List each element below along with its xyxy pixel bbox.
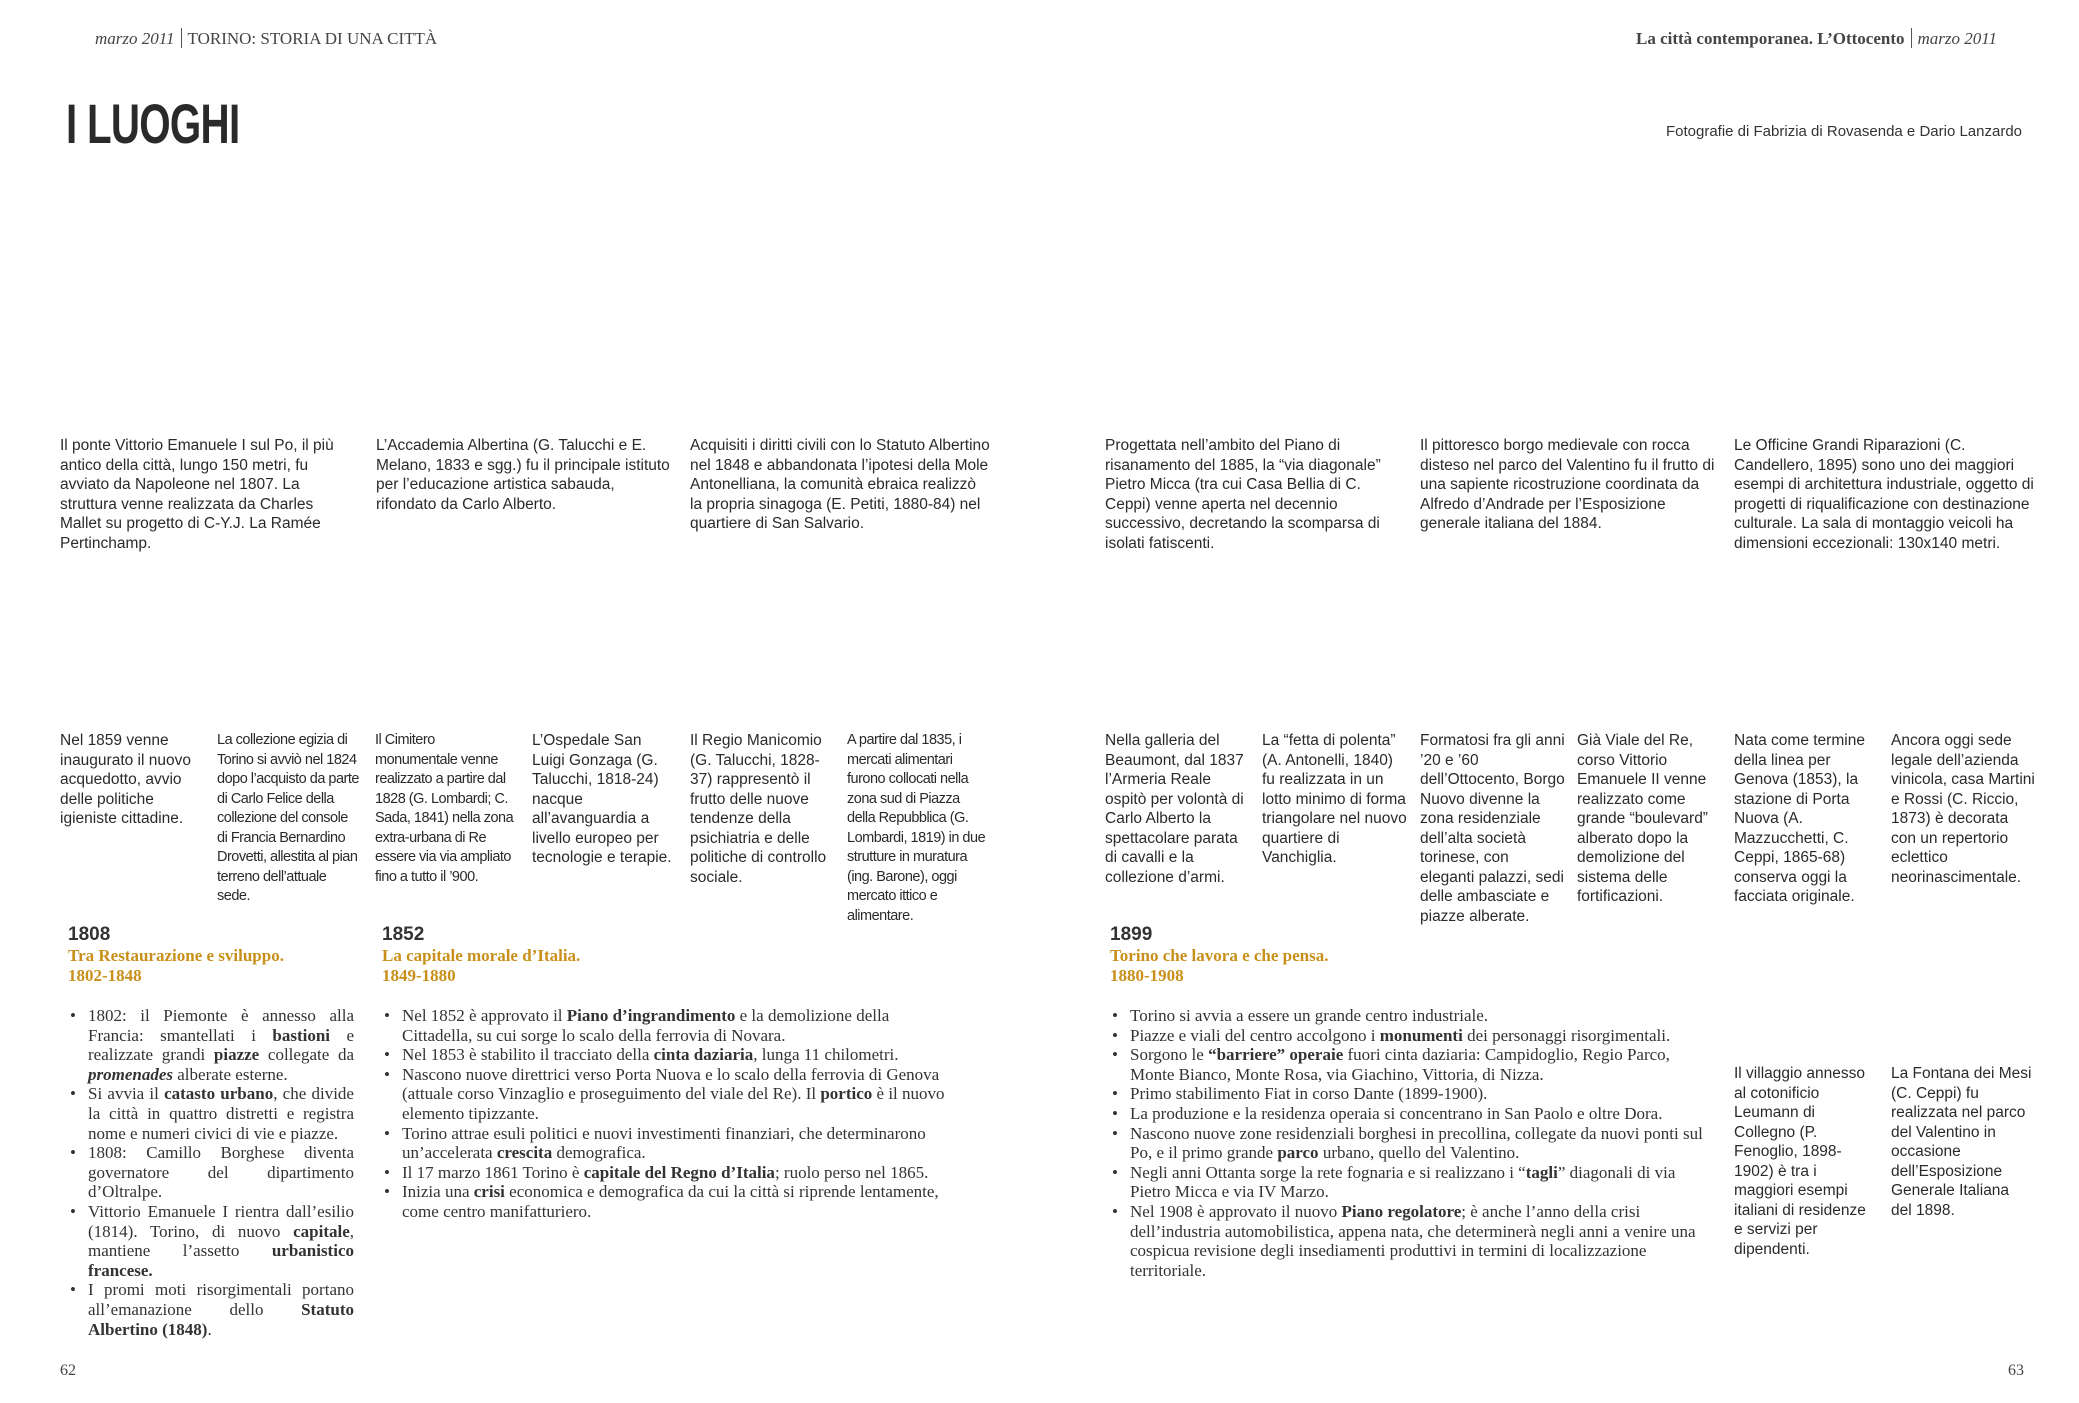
section-heading-period: 1849-1880 (382, 966, 456, 985)
caption-mercati-alimentari: A partire dal 1835, i mercati alimentari furono collocati nella zona sud di Piazza della Repubblica (G. Lombardi, 1819) in due strutture in muratura (ing. Barone), oggi mercato ittico e alimentare. (847, 732, 986, 924)
caption-via-pietro-micca: Progettata nell’ambito del Piano di risanamento del 1885, la “via diagonale” Pietro Micca (tra cui Casa Bellia di C. Ceppi) venne aperta nel decennio successivo, decretando la scomparsa di isolati fatiscenti. (1105, 437, 1381, 552)
section-heading-title: La capitale morale d’Italia. (382, 946, 581, 965)
list-item: • Torino attrae esuli politici e nuovi investimenti finanziari, che determinarono un’accelerata crescita demografica. (382, 1124, 962, 1163)
caption-ponte-vittorio-emanuele: Il ponte Vittorio Emanuele I sul Po, il più antico della città, lungo 150 metri, fu avviato da Napoleone nel 1807. La struttura venne realizzata da Charles Mallet su progetto di C-Y.J. La Ramée Pertinchamp. (60, 437, 334, 552)
section-heading-title: Tra Restaurazione e sviluppo. (68, 946, 284, 965)
list-item: • Nel 1853 è stabilito il tracciato della cinta daziaria, lunga 11 chilometri. (382, 1045, 962, 1065)
list-item: • 1808: Camillo Borghese diventa governatore del dipartimento d’Oltralpe. (68, 1143, 354, 1202)
caption-borgo-nuovo: Formatosi fra gli anni ’20 e ’60 dell’Ottocento, Borgo Nuovo divenne la zona residenziale dell’alta società torinese, con eleganti palazzi, sedi delle ambasciate e piazze alberate. (1420, 732, 1565, 925)
header-divider (1911, 28, 1912, 48)
caption-porta-nuova: Nata come termine della linea per Genova (1853), la stazione di Porta Nuova (A. Mazzucchetti, C. Ceppi, 1865-68) conserva oggi la facciata originale. (1734, 732, 1865, 905)
caption-officine-grandi-riparazioni: Le Officine Grandi Riparazioni (C. Candellero, 1895) sono uno dei maggiori esempi di architettura industriale, oggetto di progetti di riqualificazione con destinazione culturale. La sala di montaggio veicoli ha dimensioni eccezionali: 130x140 metri. (1734, 437, 2034, 552)
list-item: • 1802: il Piemonte è annesso alla Francia: smantellati i bastioni e realizzate grandi piazze collegate da promenades alberate esterne. (68, 1006, 354, 1084)
section-bullet-list (1110, 1006, 1706, 1280)
section-year: 1899 (1110, 924, 1153, 945)
page-title: I LUOGHI (66, 92, 240, 155)
section-year: 1852 (382, 924, 425, 945)
list-item: • I promi moti risorgimentali portano all’emanazione dello Statuto Albertino (1848). (68, 1280, 354, 1339)
list-item: • Il 17 marzo 1861 Torino è capitale del Regno d’Italia; ruolo perso nel 1865. (382, 1163, 962, 1183)
header-left-date: marzo 2011 (95, 29, 175, 48)
list-item: • Nel 1852 è approvato il Piano d’ingrandimento e la demolizione della Cittadella, su cui sorge lo scalo della ferrovia di Novara. (382, 1006, 962, 1045)
header-right-title: La città contemporanea. L’Ottocento (1636, 29, 1905, 48)
section-heading (68, 946, 354, 986)
section-heading-period: 1802-1848 (68, 966, 142, 985)
caption-fontana-dei-mesi: La Fontana dei Mesi (C. Ceppi) fu realizzata nel parco del Valentino in occasione dell’Esposizione Generale Italiana del 1898. (1891, 1065, 2032, 1219)
list-item: • Nel 1908 è approvato il nuovo Piano regolatore; è anche l’anno della crisi dell’industria automobilistica, appena nata, che determinerà negli anni a venire una cospicua revisione degli insediamenti produttivi in termini di localizzazione territoriale. (1110, 1202, 1706, 1280)
running-header-left (95, 28, 437, 49)
caption-acquedotto: Nel 1859 venne inaugurato il nuovo acquedotto, avvio delle politiche igieniste cittadine. (60, 732, 191, 827)
header-left-title: TORINO: STORIA DI UNA CITTÀ (187, 29, 438, 48)
caption-villaggio-leumann: Il villaggio annesso al cotonificio Leumann di Collegno (P. Fenoglio, 1898-1902) è tra i maggiori esempi italiani di residenze e servizi per dipendenti. (1734, 1065, 1866, 1258)
caption-collezione-egizia: La collezione egizia di Torino si avviò nel 1824 dopo l’acquisto da parte di Carlo Felice della collezione del console di Francia Bernardino Drovetti, allestita al pian terreno dell’attuale sede. (217, 732, 359, 904)
page-number-right: 63 (2008, 1362, 2024, 1379)
list-item: • Sorgono le “barriere” operaie fuori cinta daziaria: Campidoglio, Regio Parco, Monte Bianco, Monte Rosa, via Giachino, Vittoria, di Nizza. (1110, 1045, 1706, 1084)
caption-sinagoga: Acquisiti i diritti civili con lo Statuto Albertino nel 1848 e abbandonata l’ipotesi della Mole Antonelliana, la comunità ebraica realizzò la propria sinagoga (E. Petiti, 1880-84) nel quartiere di San Salvario. (690, 437, 990, 532)
list-item: • Negli anni Ottanta sorge la rete fognaria e si realizzano i “tagli” diagonali di via Pietro Micca e via IV Marzo. (1110, 1163, 1706, 1202)
section-heading-period: 1880-1908 (1110, 966, 1184, 985)
photo-credit: Fotografie di Fabrizia di Rovasenda e Dario Lanzardo (1665, 123, 2022, 140)
section-bullet-list (382, 1006, 962, 1222)
header-divider (181, 28, 182, 48)
list-item: • Vittorio Emanuele I rientra dall’esilio (1814). Torino, di nuovo capitale, mantiene l’assetto urbanistico francese. (68, 1202, 354, 1280)
section-year: 1808 (68, 924, 111, 945)
list-item: • Si avvia il catasto urbano, che divide la città in quattro distretti e registra nome e numeri civici di vie e piazze. (68, 1084, 354, 1143)
list-item: • La produzione e la residenza operaia si concentrano in San Paolo e oltre Dora. (1110, 1104, 1706, 1124)
timeline-section-1852 (382, 924, 962, 1222)
caption-fetta-di-polenta: La “fetta di polenta” (A. Antonelli, 1840) fu realizzata in un lotto minimo di forma triangolare nel nuovo quartiere di Vanchiglia. (1262, 732, 1407, 866)
list-item: • Inizia una crisi economica e demografica da cui la città si riprende lentamente, come centro manifatturiero. (382, 1182, 962, 1221)
list-item: • Nascono nuove zone residenziali borghesi in precollina, collegate da nuovi ponti sul Po, e il primo grande parco urbano, quello del Valentino. (1110, 1124, 1706, 1163)
caption-borgo-medievale: Il pittoresco borgo medievale con rocca disteso nel parco del Valentino fu il frutto di una sapiente ricostruzione coordinata da Alfredo d’Andrade per l’Esposizione generale italiana del 1884. (1420, 437, 1715, 532)
list-item: • Primo stabilimento Fiat in corso Dante (1899-1900). (1110, 1084, 1706, 1104)
list-item: • Torino si avvia a essere un grande centro industriale. (1110, 1006, 1706, 1026)
section-bullet-list (68, 1006, 354, 1339)
list-item: • Piazze e viali del centro accolgono i monumenti dei personaggi risorgimentali. (1110, 1026, 1706, 1046)
caption-accademia-albertina: L’Accademia Albertina (G. Talucchi e E. Melano, 1833 e sgg.) fu il principale istituto per l’educazione artistica sabauda, rifondato da Carlo Alberto. (376, 437, 670, 513)
caption-armeria-reale: Nella galleria del Beaumont, dal 1837 l’Armeria Reale ospitò per volontà di Carlo Alberto la spettacolare parata di cavalli e la collezione d’armi. (1105, 732, 1244, 886)
caption-regio-manicomio: Il Regio Manicomio (G. Talucchi, 1828-37) rappresentò il frutto delle nuove tendenze della psichiatria e delle politiche di controllo sociale. (690, 732, 827, 886)
page-number-left: 62 (60, 1362, 76, 1379)
caption-ospedale-san-luigi: L’Ospedale San Luigi Gonzaga (G. Talucchi, 1818-24) nacque all’avanguardia a livello europeo per tecnologie e terapie. (532, 732, 672, 866)
header-right-date: marzo 2011 (1917, 29, 1997, 48)
running-header-right (1636, 28, 1997, 49)
section-heading (382, 946, 962, 986)
caption-martini-e-rossi: Ancora oggi sede legale dell’azienda vinicola, casa Martini e Rossi (C. Riccio, 1873) è decorata con un repertorio eclettico neorinascimentale. (1891, 732, 2035, 886)
list-item: • Nascono nuove direttrici verso Porta Nuova e lo scalo della ferrovia di Genova (attuale corso Vinzaglio e proseguimento del viale del Re). Il portico è il nuovo elemento tipizzante. (382, 1065, 962, 1124)
section-heading-title: Torino che lavora e che pensa. (1110, 946, 1329, 965)
caption-corso-vittorio-emanuele: Già Viale del Re, corso Vittorio Emanuele II venne realizzato come grande “boulevard” alberato dopo la demolizione del sistema delle fortificazioni. (1577, 732, 1708, 905)
caption-cimitero-monumentale: Il Cimitero monumentale venne realizzato a partire dal 1828 (G. Lombardi; C. Sada, 1841) nella zona extra-urbana di Re essere via via ampliato fino a tutto il ’900. (375, 732, 514, 885)
timeline-section-1899 (1110, 924, 1706, 1280)
timeline-section-1808 (68, 924, 354, 1339)
section-heading (1110, 946, 1706, 986)
